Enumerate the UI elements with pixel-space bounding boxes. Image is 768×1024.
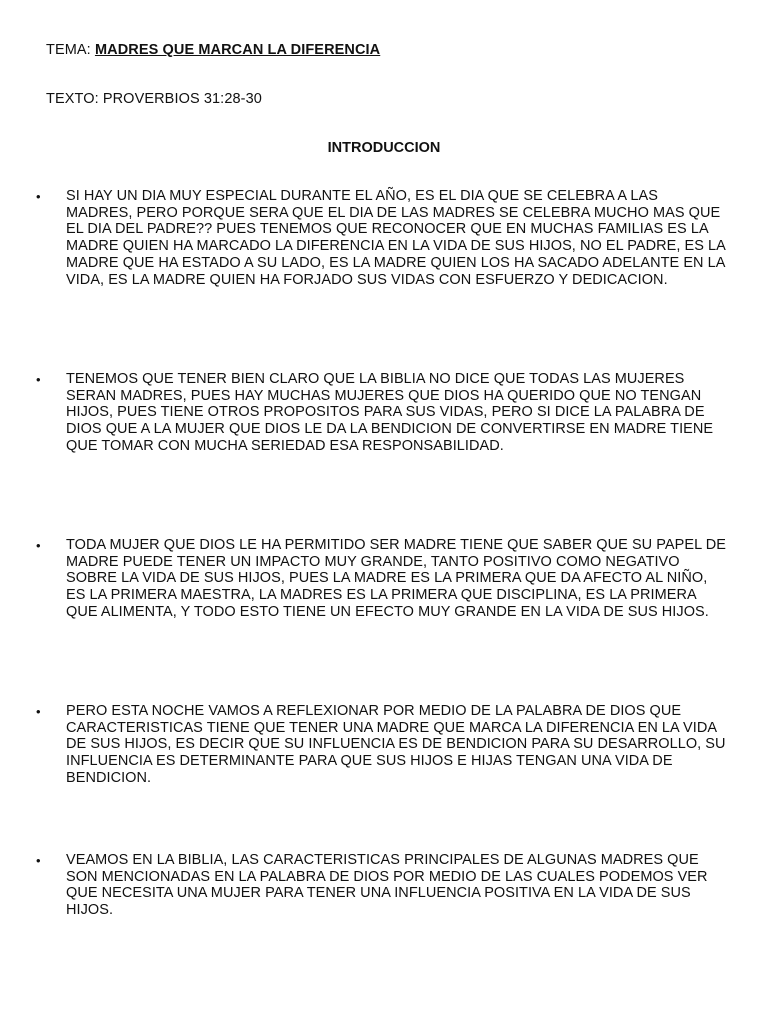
- bullet-dot-icon: •: [36, 189, 41, 204]
- bullet-dot-icon: •: [36, 538, 41, 553]
- bullet-text: TENEMOS QUE TENER BIEN CLARO QUE LA BIBLIA NO DICE QUE TODAS LAS MUJERES SERAN MADRES, PUES HAY MUCHAS MUJERES QUE DIOS HA QUERIDO QUE NO TENGAN HIJOS, PUES TIENE OTROS PROPOSITOS PARA SUS VIDAS, PERO SI DICE LA PALABRA DE DIOS QUE A LA MUJER QUE DIOS LE DA LA BENDICION DE CONVERTIRSE EN MADRE TIENE QUE TOMAR CON MUCHA SERIEDAD ESA RESPONSABILIDAD.: [66, 371, 714, 454]
- bullet-dot-icon: •: [36, 853, 41, 868]
- bullet-text: PERO ESTA NOCHE VAMOS A REFLEXIONAR POR MEDIO DE LA PALABRA DE DIOS QUE CARACTERISTICAS TIENE QUE TENER UNA MADRE QUE MARCA LA DIFERENCIA EN LA VIDA DE SUS HIJOS, ES DECIR QUE SU INFLUENCIA ES DE BENDICION PARA SU DESARROLLO, SU INFLUENCIA ES DETERMINANTE PARA QUE SUS HIJOS E HIJAS TENGAN UNA VIDA DE BENDICION.: [66, 703, 726, 786]
- tema-title: MADRES QUE MARCAN LA DIFERENCIA: [94, 42, 381, 58]
- bullet-text: SI HAY UN DIA MUY ESPECIAL DURANTE EL AÑO, ES EL DIA QUE SE CELEBRA A LAS MADRES, PERO PORQUE SERA QUE EL DIA DE LAS MADRES SE CELEBRA MUCHO MAS QUE EL DIA DEL PADRE?? PUES TENEMOS QUE RECONOCER QUE EN MUCHAS FAMILIAS ES LA MADRE QUIEN HA MARCADO LA DIFERENCIA EN LA VIDA DE SUS HIJOS, NO EL PADRE, ES LA MADRE QUE HA ESTADO A SU LADO, ES LA MADRE QUIEN LOS HA SACADO ADELANTE EN LA VIDA, ES LA MADRE QUIEN HA FORJADO SUS VIDAS CON ESFUERZO Y DEDICACION.: [66, 188, 726, 288]
- bullet-dot-icon: •: [36, 704, 41, 719]
- texto-reference: PROVERBIOS 31:28-30: [102, 91, 262, 107]
- introduccion-heading: [0, 140, 768, 156]
- bullet-dot-icon: •: [36, 372, 41, 387]
- texto-label: TEXTO:: [46, 91, 103, 107]
- texto-line: [46, 91, 262, 107]
- bullet-text: TODA MUJER QUE DIOS LE HA PERMITIDO SER MADRE TIENE QUE SABER QUE SU PAPEL DE MADRE PUEDE TENER UN IMPACTO MUY GRANDE, TANTO POSITIVO COMO NEGATIVO SOBRE LA VIDA DE SUS HIJOS, PUES LA MADRE ES LA PRIMERA QUE DA AFECTO AL NIÑO, ES LA PRIMERA MAESTRA, LA MADRES ES LA PRIMERA QUE DISCIPLINA, ES LA PRIMERA QUE ALIMENTA, Y TODO ESTO TIENE UN EFECTO MUY GRANDE EN LA VIDA DE SUS HIJOS.: [66, 537, 726, 620]
- tema-line: [46, 42, 380, 58]
- tema-label: TEMA:: [46, 42, 95, 58]
- bullet-text: VEAMOS EN LA BIBLIA, LAS CARACTERISTICAS PRINCIPALES DE ALGUNAS MADRES QUE SON MENCIONADAS EN LA PALABRA DE DIOS POR MEDIO DE LAS CUALES PODEMOS VER QUE NECESITA UNA MUJER PARA TENER UNA INFLUENCIA POSITIVA EN LA VIDA DE SUS HIJOS.: [66, 852, 708, 919]
- introduccion-heading-text: INTRODUCCION: [327, 140, 441, 156]
